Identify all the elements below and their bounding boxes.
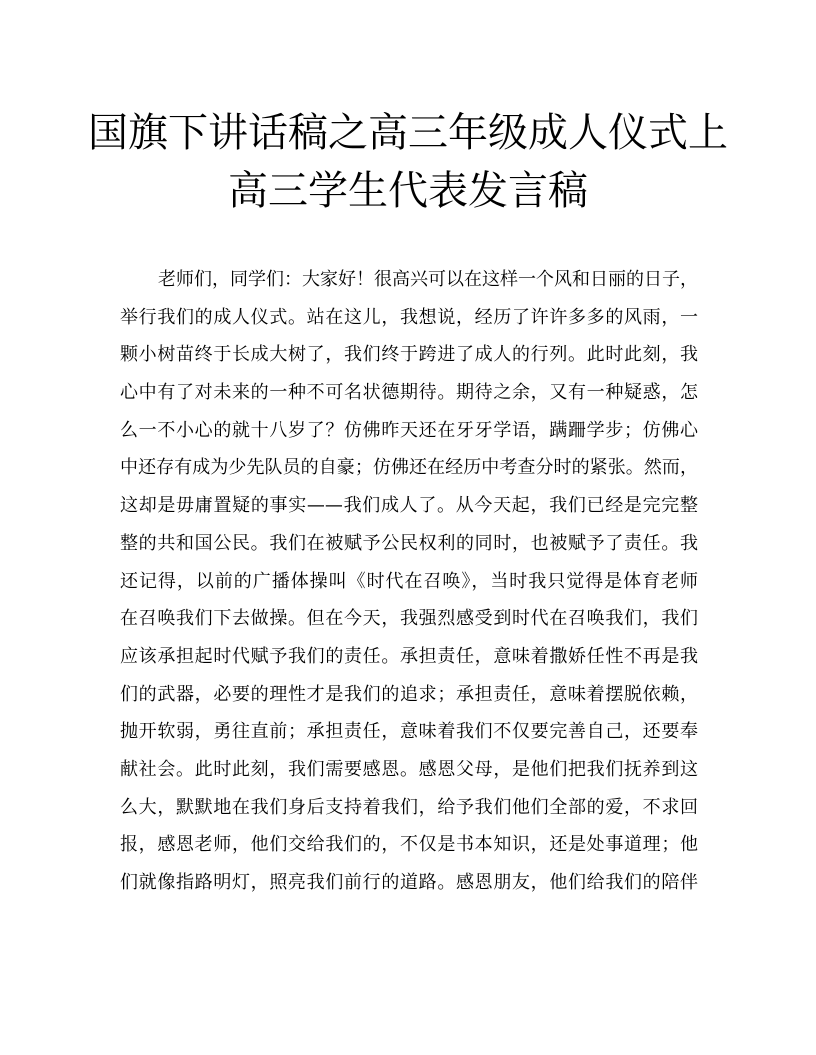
body-line: 整的共和国公民。我们在被赋予公民权利的同时，也被赋予了责任。我 <box>120 532 698 554</box>
body-line: 么大，默默地在我们身后支持着我们，给予我们他们全部的爱，不求回 <box>120 796 698 818</box>
body-line: 这却是毋庸置疑的事实——我们成人了。从今天起，我们已经是完完整 <box>120 495 698 517</box>
body-line: 么一不小心的就十八岁了？仿佛昨天还在牙牙学语，蹒跚学步；仿佛心 <box>120 419 698 441</box>
body-line: 们就像指路明灯，照亮我们前行的道路。感恩朋友，他们给我们的陪伴 <box>120 872 698 893</box>
body-line: 报，感恩老师，他们交给我们的，不仅是书本知识，还是处事道理；他 <box>120 834 698 856</box>
body-line: 老师们，同学们：大家好！很高兴可以在这样一个风和日丽的日子， <box>158 269 698 290</box>
body-line: 颗小树苗终于长成大树了，我们终于跨进了成人的行列。此时此刻，我 <box>120 344 698 366</box>
document-title-line-2: 高三学生代表发言稿 <box>228 168 588 214</box>
body-line: 心中有了对未来的一种不可名状德期待。期待之余，又有一种疑惑，怎 <box>120 382 698 404</box>
body-line: 在召唤我们下去做操。但在今天，我强烈感受到时代在召唤我们，我们 <box>120 608 698 630</box>
body-line: 献社会。此时此刻，我们需要感恩。感恩父母，是他们把我们抚养到这 <box>120 758 698 780</box>
body-line: 中还存有成为少先队员的自豪；仿佛还在经历中考查分时的紧张。然而， <box>120 457 698 479</box>
document-title-line-1: 国旗下讲话稿之高三年级成人仪式上 <box>88 110 728 156</box>
body-line: 还记得，以前的广播体操叫《时代在召唤》，当时我只觉得是体育老师 <box>120 570 698 592</box>
body-line: 们的武器，必要的理性才是我们的追求；承担责任，意味着摆脱依赖， <box>120 683 698 705</box>
document-body <box>120 261 698 902</box>
body-line: 举行我们的成人仪式。站在这儿，我想说，经历了许许多多的风雨，一 <box>120 306 698 328</box>
body-line: 应该承担起时代赋予我们的责任。承担责任，意味着撒娇任性不再是我 <box>120 645 698 667</box>
body-line: 抛开软弱，勇往直前；承担责任，意味着我们不仅要完善自己，还要奉 <box>120 721 698 743</box>
